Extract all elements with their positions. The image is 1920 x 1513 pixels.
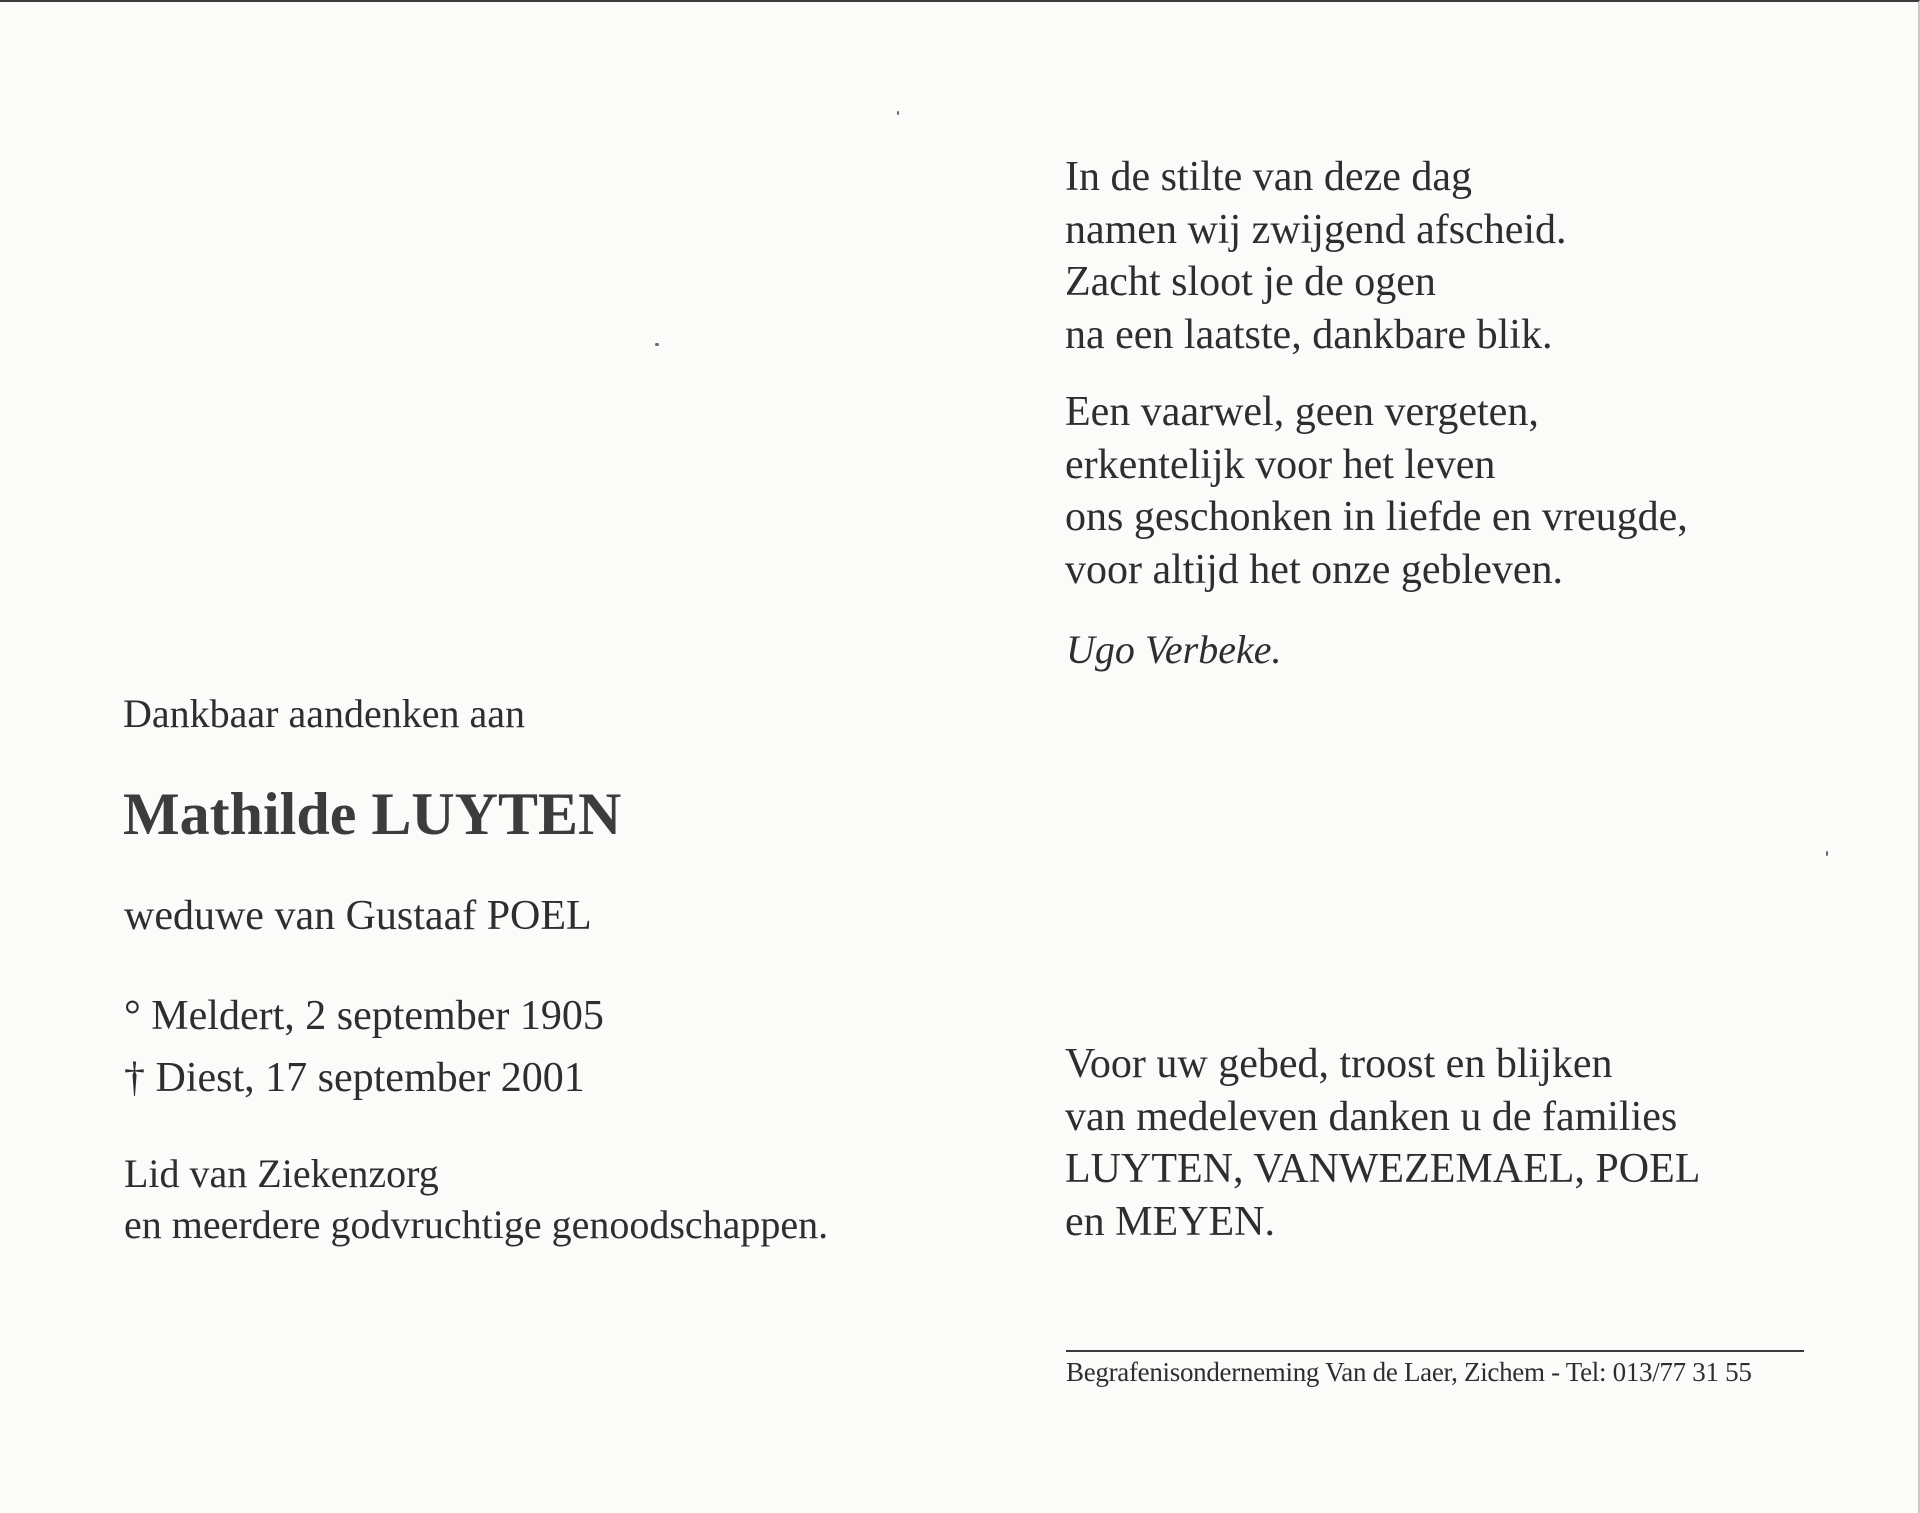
print-speck: [655, 343, 659, 346]
funeral-home-footer: Begrafenisonderneming Van de Laer, Zichem - Tel: 013/77 31 55: [1066, 1357, 1752, 1387]
poem-line: ons geschonken in liefde en vreugde,: [1065, 494, 1688, 540]
poem-line: Een vaarwel, geen vergeten,: [1065, 389, 1539, 435]
poem-line: In de stilte van deze dag: [1065, 154, 1472, 200]
print-speck: [1826, 851, 1828, 856]
footer-divider: [1066, 1350, 1804, 1352]
spouse-text: weduwe van Gustaaf POEL: [124, 893, 592, 939]
birth-line: ° Meldert, 2 september 1905: [124, 993, 604, 1039]
poem-author: Ugo Verbeke.: [1066, 627, 1282, 672]
intro-text: Dankbaar aandenken aan: [123, 691, 525, 736]
membership-line-1: Lid van Ziekenzorg: [124, 1151, 439, 1196]
poem-stanza-1: [1065, 151, 1567, 361]
poem-line: na een laatste, dankbare blik.: [1065, 311, 1553, 358]
death-line: † Diest, 17 september 2001: [124, 1055, 585, 1101]
thanks-block: [1065, 1038, 1700, 1248]
membership-line-2: en meerdere godvruchtige genoodschappen.: [124, 1202, 829, 1247]
poem-line: voor altijd het onze gebleven.: [1065, 546, 1563, 593]
poem-line: namen wij zwijgend afscheid.: [1065, 206, 1567, 253]
thanks-line: van medeleven danken u de families: [1065, 1093, 1678, 1140]
poem-line: erkentelijk voor het leven: [1065, 441, 1496, 488]
poem-stanza-2: [1065, 386, 1688, 596]
print-speck: [897, 111, 899, 115]
deceased-name: Mathilde LUYTEN: [123, 781, 622, 847]
thanks-line: LUYTEN, VANWEZEMAEL, POEL: [1065, 1146, 1701, 1192]
poem-line: Zacht sloot je de ogen: [1065, 259, 1436, 305]
thanks-line: Voor uw gebed, troost en blijken: [1065, 1041, 1613, 1087]
thanks-line: en MEYEN.: [1065, 1198, 1275, 1245]
